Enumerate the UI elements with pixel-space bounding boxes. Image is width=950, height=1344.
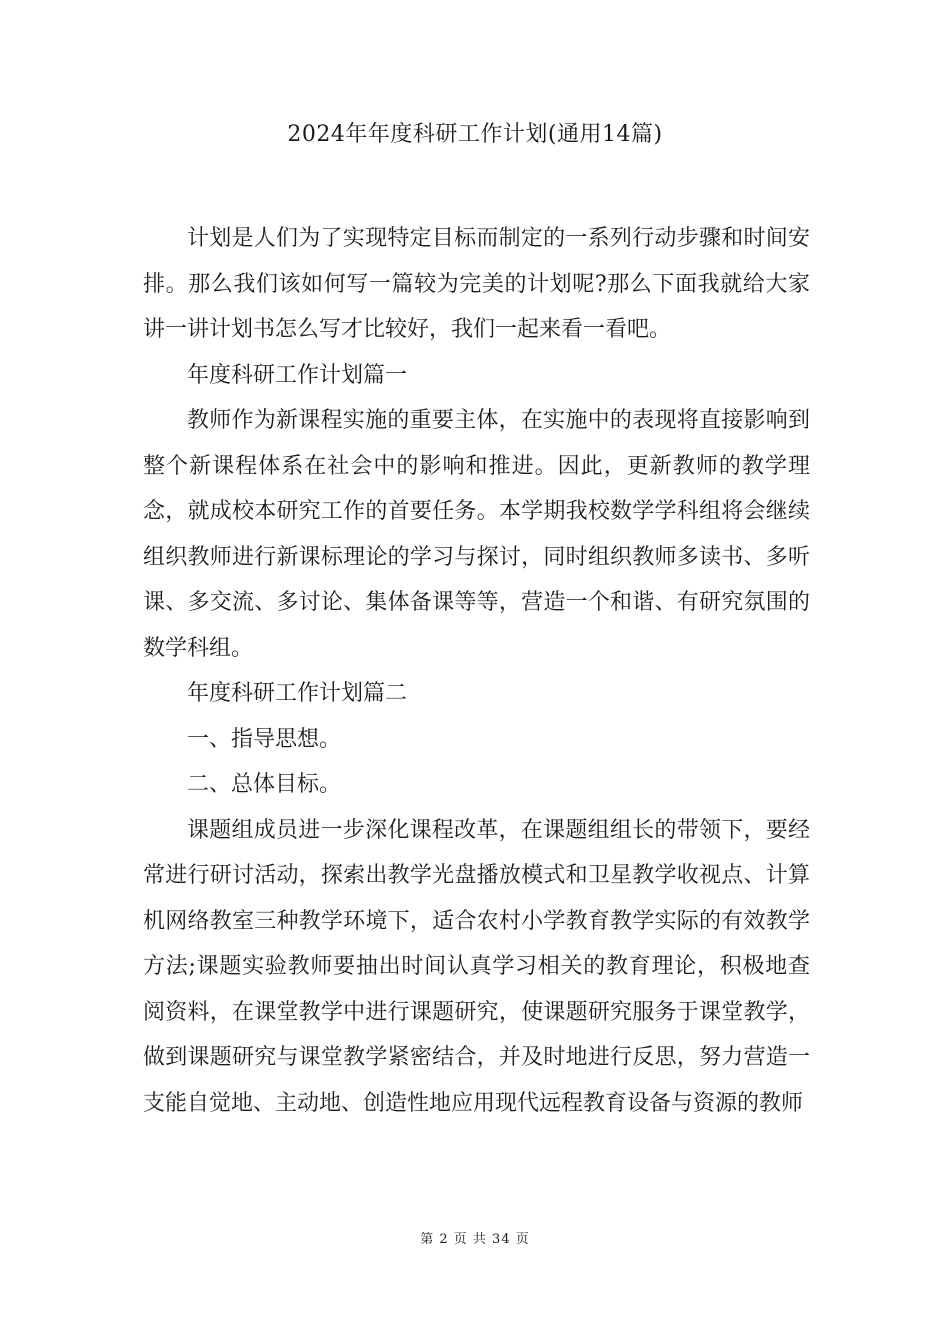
page-footer: 第 2 页 共 34 页 xyxy=(420,1232,530,1247)
section-heading-2: 年度科研工作计划篇二 xyxy=(187,681,408,706)
intro-paragraph: 计划是人们为了实现特定目标而制定的一系列行动步骤和时间安排。那么我们该如何写一篇较为完美的计划呢?那么下面我就给大家讲一讲计划书怎么写才比较好，我们一起来看一看吧。 xyxy=(143,226,810,342)
section-heading-1: 年度科研工作计划篇一 xyxy=(187,362,408,388)
subheading-overall-goal: 二、总体目标。 xyxy=(187,772,342,797)
document-title: 2024年年度科研工作计划(通用14篇) xyxy=(287,122,663,147)
document-body xyxy=(143,216,810,1126)
section-2-paragraph: 课题组成员进一步深化课程改革，在课题组组长的带领下，要经常进行研讨活动，探索出教学光盘播放模式和卫星教学收视点、计算机网络教室三种教学环境下，适合农村小学教育教学实际的有效教学方法;课题实验教师要抽出时间认真学习相关的教育理论，积极地查阅资料，在课堂教学中进行课题研究，使课题研究服务于课堂教学，做到课题研究与课堂教学紧密结合，并及时地进行反思，努力营造一支能自觉地、主动地、创造性地应用现代远程教育设备与资源的教师 xyxy=(143,817,810,1116)
subheading-guiding-thought: 一、指导思想。 xyxy=(187,726,342,752)
section-1-paragraph: 教师作为新课程实施的重要主体，在实施中的表现将直接影响到整个新课程体系在社会中的影响和推进。因此，更新教师的教学理念，就成校本研究工作的首要任务。本学期我校数学学科组将会继续组织教师进行新课标理论的学习与探讨，同时组织教师多读书、多听课、多交流、多讨论、集体备课等等，营造一个和谐、有研究氛围的数学科组。 xyxy=(143,408,810,661)
